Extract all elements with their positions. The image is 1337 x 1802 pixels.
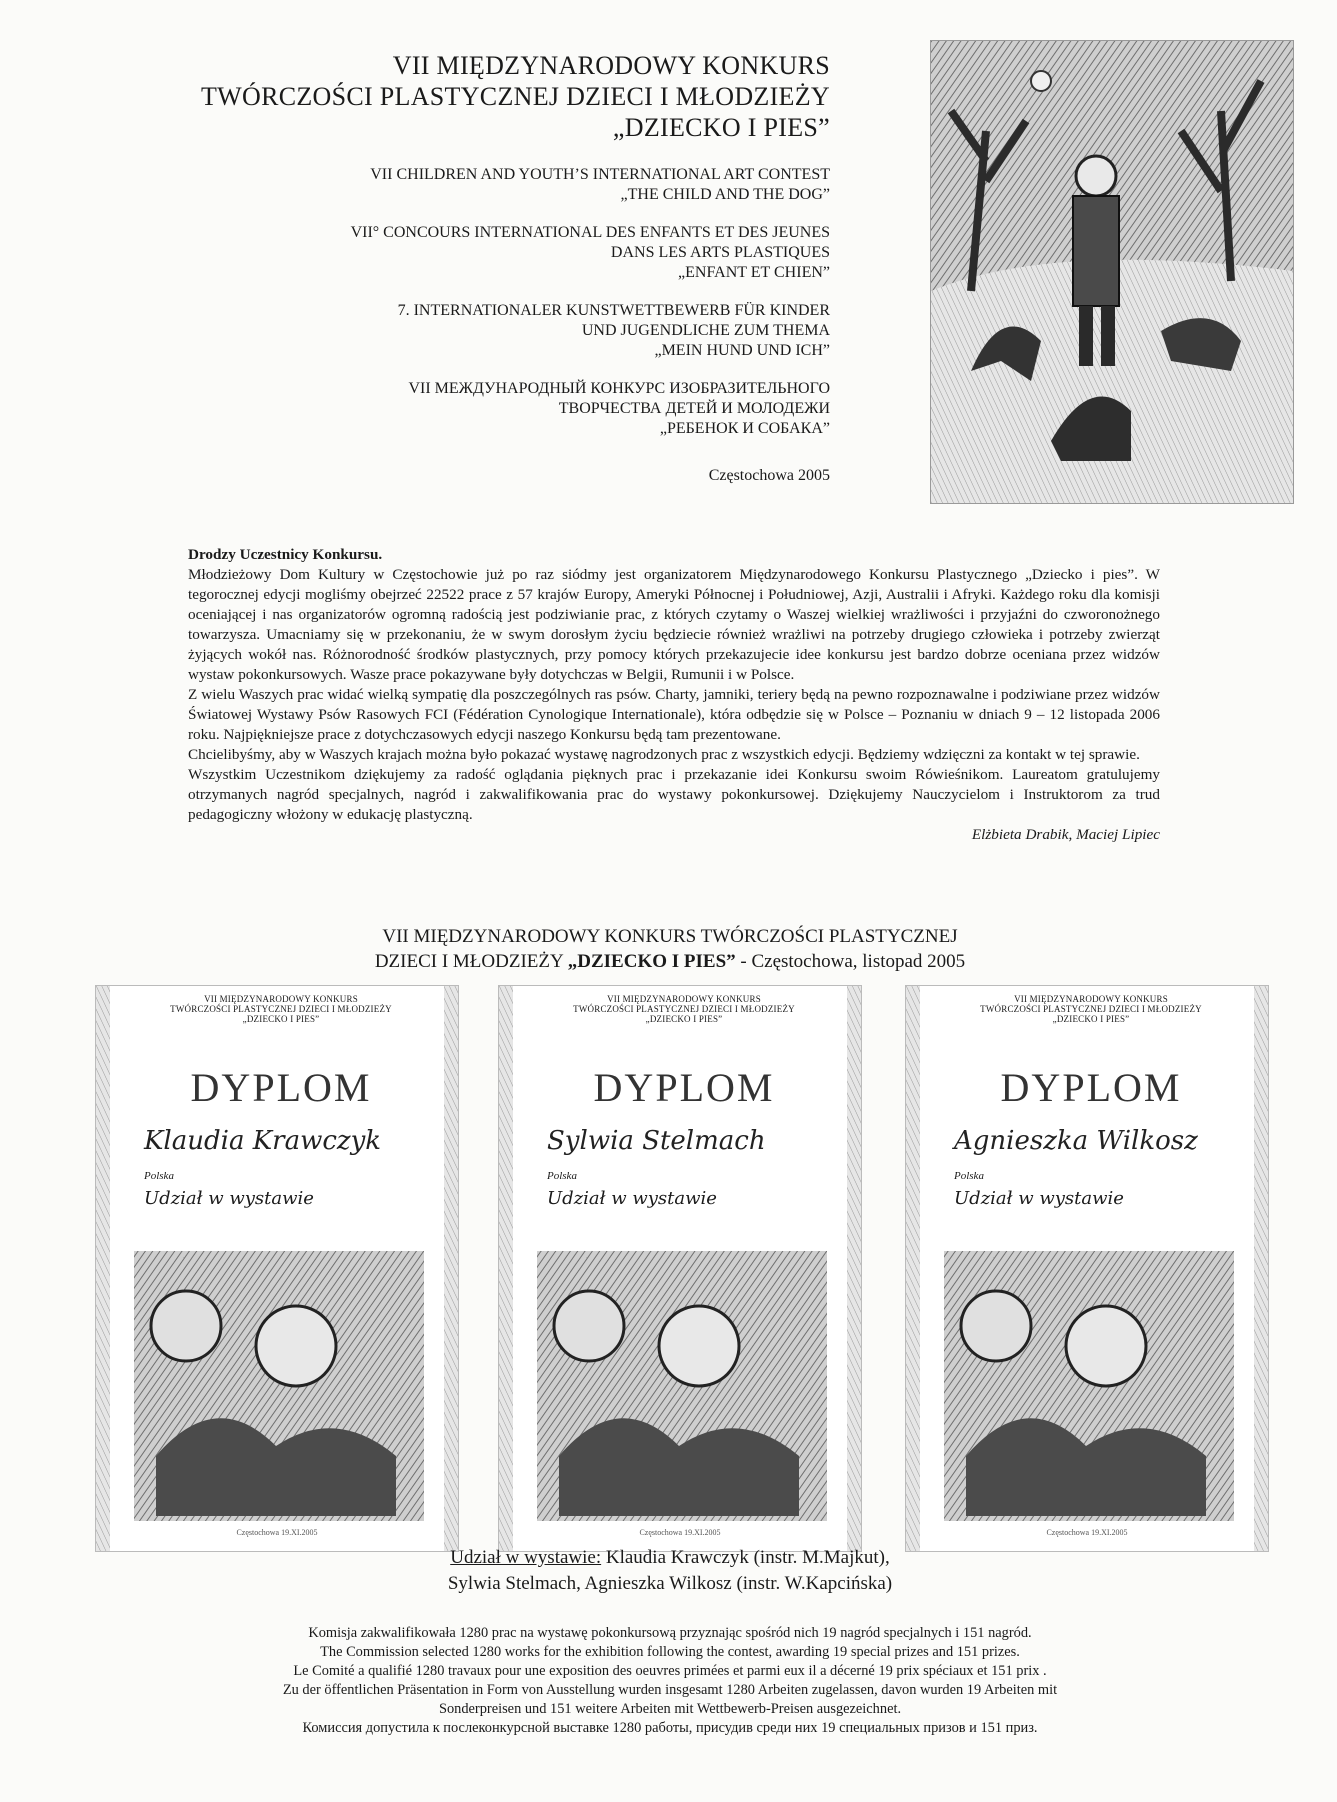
diploma-card bbox=[95, 985, 459, 1552]
diploma-country: Polska bbox=[547, 1170, 577, 1182]
letter-greeting: Drodzy Uczestnicy Konkursu. bbox=[188, 546, 383, 563]
diploma-award: Udział w wystawie bbox=[954, 1188, 1124, 1209]
diploma-card bbox=[905, 985, 1269, 1552]
german-title: 7. INTERNATIONALER KUNSTWETTBEWERB FÜR KINDER UND JUGENDLICHE ZUM THEMA „MEIN HUND UND ICH” bbox=[397, 302, 830, 359]
diploma-country: Polska bbox=[144, 1170, 174, 1182]
diplomas-row bbox=[95, 985, 1280, 1550]
letter-signature: Elżbieta Drabik, Maciej Lipiec bbox=[971, 826, 1160, 843]
contest-title: VII MIĘDZYNARODOWY KONKURS TWÓRCZOŚCI PLASTYCZNEJ DZIECI I MŁODZIEŻY „DZIECKO I PIES” bbox=[200, 51, 830, 142]
exhibition-participants: Udział w wystawie: Klaudia Krawczyk (instr. M.Majkut), Sylwia Stelmach, Agnieszka Wilkosz (instr. W.Kapcińska) bbox=[447, 1547, 893, 1594]
diploma-date: Częstochowa 19.XI.2005 bbox=[236, 1528, 318, 1537]
diploma-title: DYPLOM bbox=[593, 1065, 775, 1110]
diploma-header: VII MIĘDZYNARODOWY KONKURS TWÓRCZOŚCI PLASTYCZNEJ DZIECI I MŁODZIEŻY „DZIECKO I PIES” bbox=[170, 994, 392, 1024]
letter-paragraph: Chcielibyśmy, aby w Waszych krajach można było pokazać wystawę nagrodzonych prac z wszystkich edycji. Będziemy wdzięczni za kontakt w tej sprawie. bbox=[188, 746, 1140, 763]
diploma-header: VII MIĘDZYNARODOWY KONKURS TWÓRCZOŚCI PLASTYCZNEJ DZIECI I MŁODZIEŻY „DZIECKO I PIES” bbox=[980, 994, 1202, 1024]
diploma-award: Udział w wystawie bbox=[144, 1188, 314, 1209]
exhibition-section-title: VII MIĘDZYNARODOWY KONKURS TWÓRCZOŚCI PLASTYCZNEJ DZIECI I MŁODZIEŻY „DZIECKO I PIES” - Częstochowa, listopad 2005 bbox=[374, 926, 966, 972]
participants-label: Udział w wystawie: bbox=[450, 1547, 602, 1568]
diploma-card bbox=[498, 985, 862, 1552]
city-year: Częstochowa 2005 bbox=[708, 467, 830, 484]
letter-paragraph: Wszystkim Uczestnikom dziękujemy za radość oglądania pięknych prac i przekazanie idei Konkursu swoim Rówieśnikom. Laureatom gratulujemy otrzymanych nagród specjalnych, nagród i zakwalifikowania prac do wystawy pokonkursowej. Dziękujemy Nauczycielom i Instruktorom za trud pedagogiczny włożony w edukację plastyczną. bbox=[188, 766, 1160, 823]
diploma-title: DYPLOM bbox=[190, 1065, 372, 1110]
child-and-dogs-artwork bbox=[930, 40, 1294, 504]
letter-to-participants bbox=[188, 545, 1160, 845]
diploma-country: Polska bbox=[954, 1170, 984, 1182]
russian-title: VII МЕЖДУНАРОДНЫЙ КОНКУРС ИЗОБРАЗИТЕЛЬНОГО ТВОРЧЕСТВА ДЕТЕЙ И МОЛОДЕЖИ „РЕБЕНОК И СОБАКА” bbox=[408, 380, 830, 437]
diploma-recipient: Klaudia Krawczyk bbox=[144, 1126, 382, 1156]
diploma-recipient: Sylwia Stelmach bbox=[547, 1126, 766, 1156]
french-title: VII° CONCOURS INTERNATIONAL DES ENFANTS ET DES JEUNES DANS LES ARTS PLASTIQUES „ENFANT ET CHIEN” bbox=[350, 224, 830, 281]
english-title: VII CHILDREN AND YOUTH’S INTERNATIONAL ART CONTEST „THE CHILD AND THE DOG” bbox=[370, 166, 830, 203]
diploma-date: Częstochowa 19.XI.2005 bbox=[639, 1528, 721, 1537]
diploma-award: Udział w wystawie bbox=[547, 1188, 717, 1209]
commission-summary: Komisja zakwalifikowała 1280 prac na wystawę pokonkursową przyznając spośród nich 19 nagród specjalnych i 151 nagród. The Commission selected 1280 works for the exhibition following the contest, awarding 19 special prizes and 151 prizes. Le Comité a qualifié 1280 travaux pour une exposition des oeuvres primées et parmi eux il a décerné 19 prix spéciaux et 151 prix . Zu der öffentlichen Präsentation in Form von Ausstellung wurden insgesamt 1280 Arbeiten zugelassen, davon wurden 19 Arbeiten mit Sonderpreisen und 151 weitere Arbeiten mit Wettbewerb-Preisen ausgezeichnet. Комиссия допустила к послеконкурсной выставке 1280 работы, присудив среди них 19 специальных призов и 151 приз. bbox=[282, 1625, 1058, 1736]
contest-header bbox=[120, 50, 830, 485]
diploma-header: VII MIĘDZYNARODOWY KONKURS TWÓRCZOŚCI PLASTYCZNEJ DZIECI I MŁODZIEŻY „DZIECKO I PIES” bbox=[573, 994, 795, 1024]
diploma-title: DYPLOM bbox=[1000, 1065, 1182, 1110]
letter-paragraph: Młodzieżowy Dom Kultury w Częstochowie już po raz siódmy jest organizatorem Międzynarodowego Konkursu Plastycznego „Dziecko i pies”. W tegorocznej edycji mogliśmy obejrzeć 22522 prace z 57 krajów Europy, Ameryki Północnej i Południowej, Azji, Australii i Afryki. Każdego roku dla komisji oceniającej i nas organizatorów ogromną radością jest podziwianie prac, z których czytamy o Waszej wielkiej wrażliwości i przyjaźni do czworonożnego towarzysza. Umacniamy się w przekonaniu, że w swym dorosłym życiu będziecie również wrażliwi na potrzeby drugiego człowieka i potrzeby zwierząt żyjących wokół nas. Różnorodność środków plastycznych, przy pomocy których przekazujecie idee konkursu jest bardzo dobrze oceniana przez widzów wystaw pokonkursowych. Wasze prace pokazywane były dotychczas w Belgii, Rumunii i w Polsce. bbox=[188, 566, 1160, 683]
diploma-recipient: Agnieszka Wilkosz bbox=[954, 1126, 1198, 1156]
letter-paragraph: Z wielu Waszych prac widać wielką sympatię dla poszczególnych ras psów. Charty, jamniki, teriery będą na pewno rozpoznawalne i podziwiane przez widzów Światowej Wystawy Psów Rasowych FCI (Fédération Cynologique Internationale), która odbędzie się w Polsce – Poznaniu w dniach 9 – 12 listopada 2006 roku. Najpiękniejsze prace z dotychczasowych edycji naszego Konkursu będą tam prezentowane. bbox=[188, 686, 1160, 743]
diploma-date: Częstochowa 19.XI.2005 bbox=[1046, 1528, 1128, 1537]
